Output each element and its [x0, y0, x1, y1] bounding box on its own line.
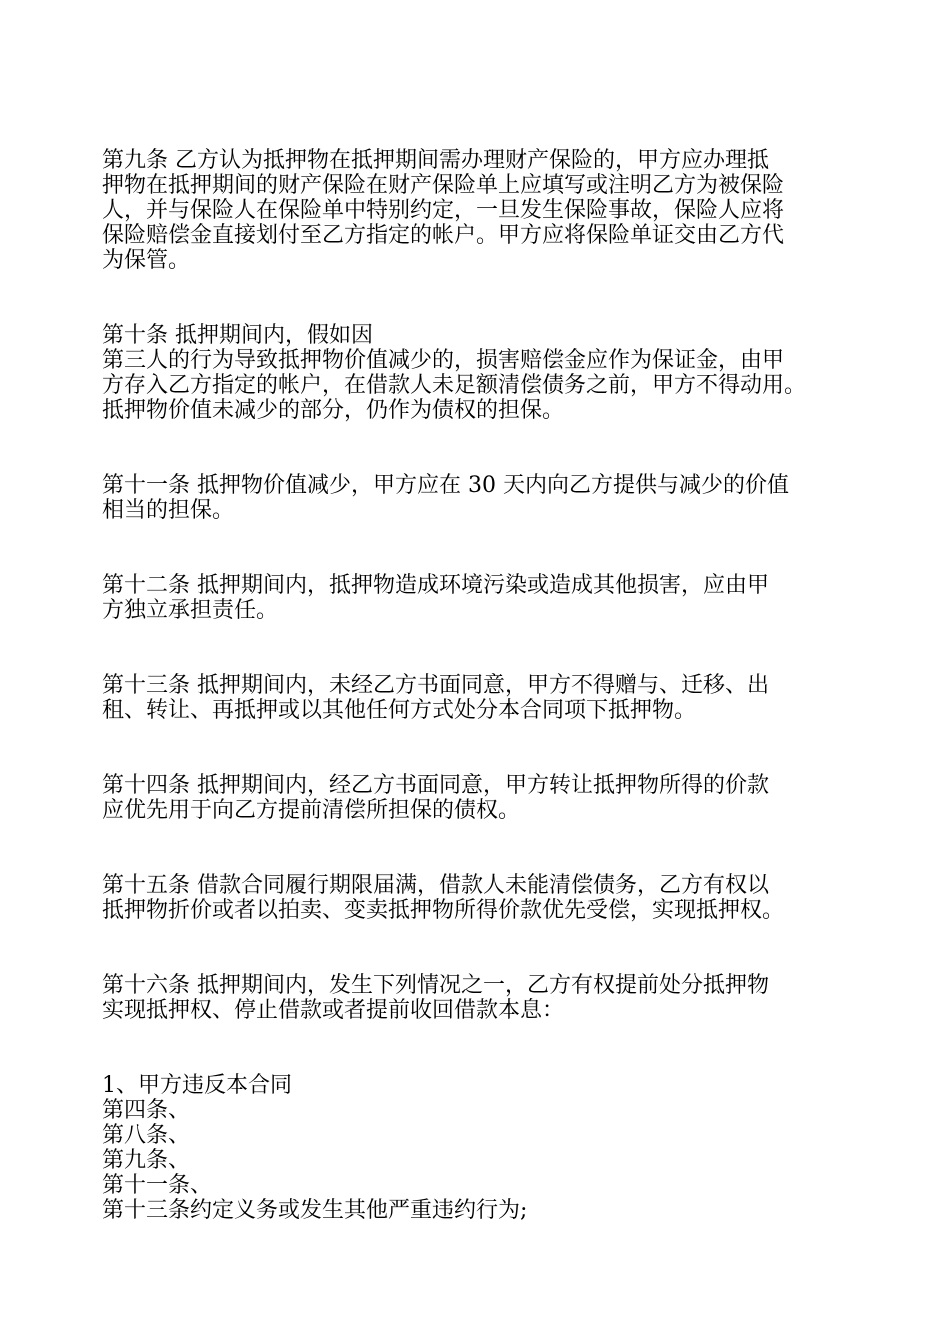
- text-line: 第八条、: [102, 1123, 191, 1148]
- clause-9: [102, 148, 902, 273]
- text-line: 相当的担保。: [102, 498, 235, 523]
- text-line: 为保管。: [102, 248, 191, 273]
- clause-13: [102, 673, 902, 723]
- text-line: 第十二条 抵押期间内，抵押物造成环境污染或造成其他损害，应由甲: [102, 573, 769, 598]
- text-line: 第十四条 抵押期间内，经乙方书面同意，甲方转让抵押物所得的价款: [102, 773, 769, 798]
- clause-10: [102, 323, 902, 423]
- text-line: 1、甲方违反本合同: [102, 1073, 292, 1098]
- text-line: 第十三条约定义务或发生其他严重违约行为;: [102, 1198, 528, 1223]
- clause-16-item-1: [102, 1073, 902, 1223]
- text-line: 第三人的行为导致抵押物价值减少的，损害赔偿金应作为保证金，由甲: [102, 348, 785, 373]
- text-line: 应优先用于向乙方提前清偿所担保的债权。: [102, 798, 521, 823]
- text-line: 第十三条 抵押期间内，未经乙方书面同意，甲方不得赠与、迁移、出: [102, 673, 769, 698]
- text-line: 方存入乙方指定的帐户，在借款人未足额清偿债务之前，甲方不得动用。: [102, 373, 807, 398]
- text-line: 第十一条 抵押物价值减少，甲方应在 30 天内向乙方提供与减少的价值: [102, 473, 789, 498]
- clause-11: [102, 473, 902, 523]
- text-line: 抵押物折价或者以拍卖、变卖抵押物所得价款优先受偿，实现抵押权。: [102, 898, 785, 923]
- text-line: 第十五条 借款合同履行期限届满，借款人未能清偿债务，乙方有权以: [102, 873, 769, 898]
- text-line: 第十一条、: [102, 1173, 213, 1198]
- text-line: 保险赔偿金直接划付至乙方指定的帐户。甲方应将保险单证交由乙方代: [102, 223, 785, 248]
- text-line: 第十六条 抵押期间内，发生下列情况之一，乙方有权提前处分抵押物: [102, 973, 769, 998]
- clause-15: [102, 873, 902, 923]
- text-line: 租、转让、再抵押或以其他任何方式处分本合同项下抵押物。: [102, 698, 697, 723]
- clause-12: [102, 573, 902, 623]
- text-line: 第九条 乙方认为抵押物在抵押期间需办理财产保险的，甲方应办理抵: [102, 148, 769, 173]
- text-line: 第九条、: [102, 1148, 191, 1173]
- clause-14: [102, 773, 902, 823]
- text-line: 第十条 抵押期间内，假如因: [102, 323, 373, 348]
- text-line: 抵押物价值未减少的部分，仍作为债权的担保。: [102, 398, 565, 423]
- text-line: 人，并与保险人在保险单中特别约定，一旦发生保险事故，保险人应将: [102, 198, 785, 223]
- text-line: 押物在抵押期间的财产保险在财产保险单上应填写或注明乙方为被保险: [102, 173, 785, 198]
- text-line: 第四条、: [102, 1098, 191, 1123]
- text-line: 方独立承担责任。: [102, 598, 279, 623]
- clause-16: [102, 973, 902, 1023]
- text-line: 实现抵押权、停止借款或者提前收回借款本息：: [102, 998, 565, 1023]
